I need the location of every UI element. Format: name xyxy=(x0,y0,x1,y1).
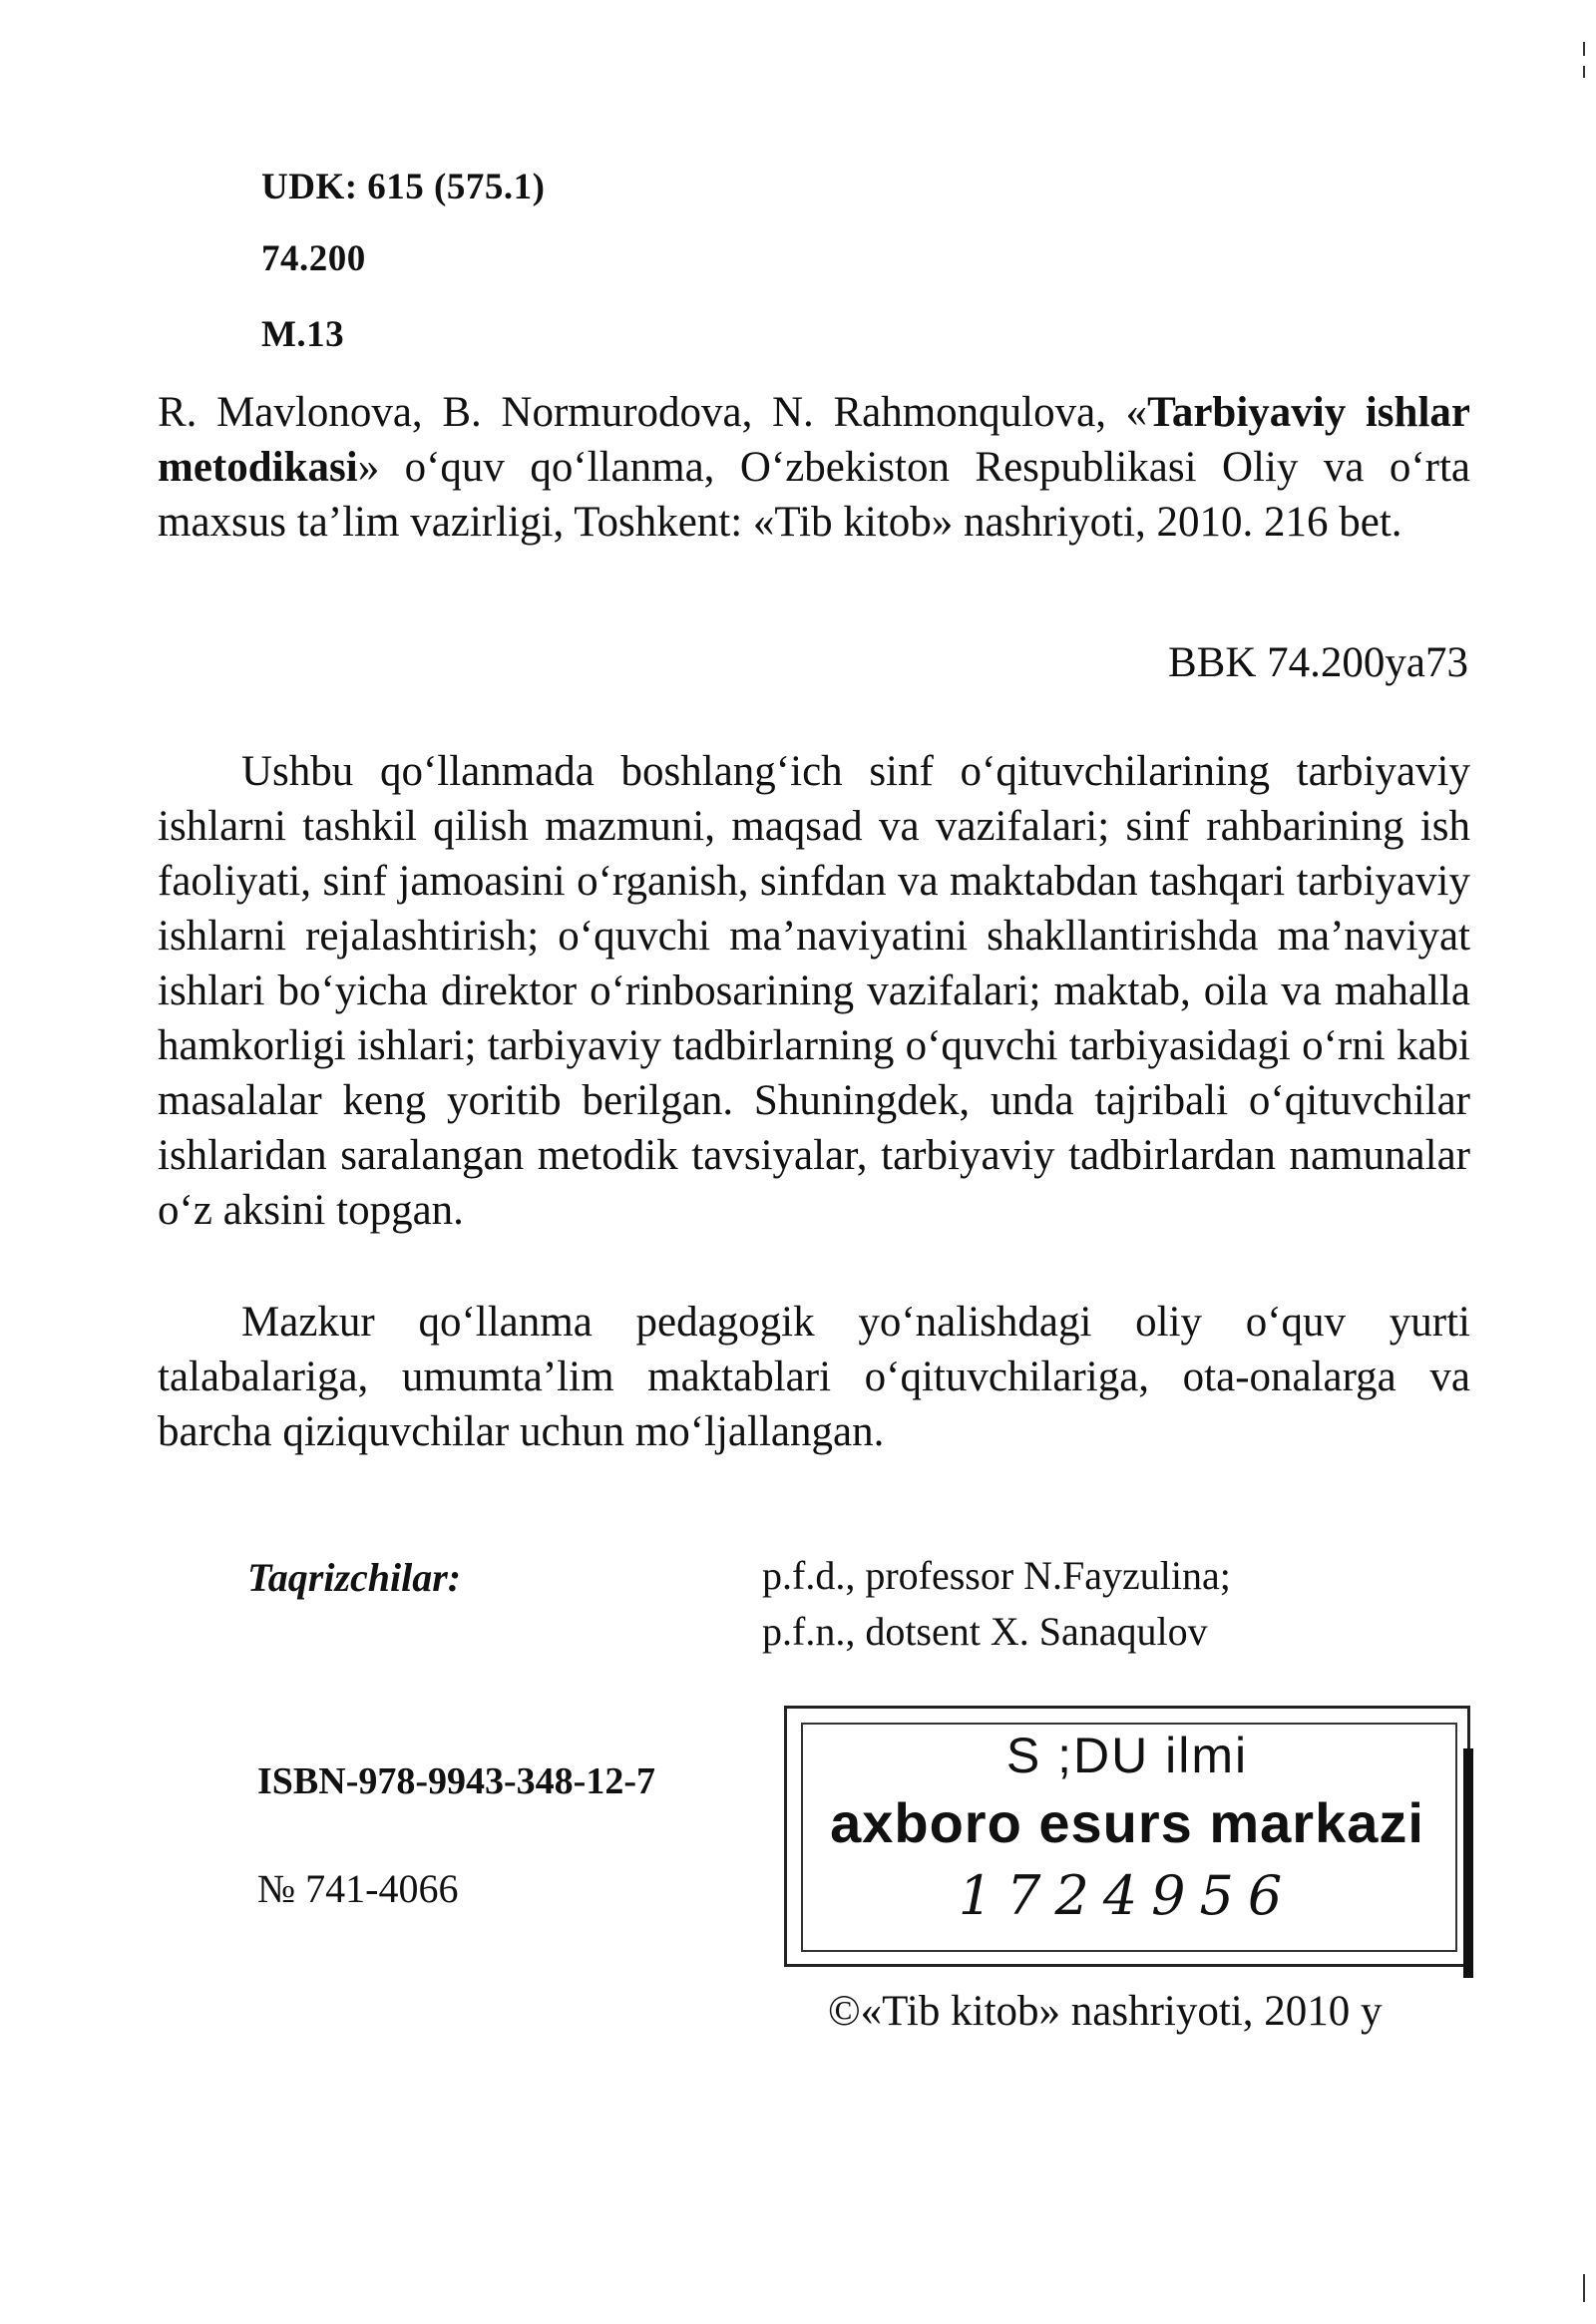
bibliography-rest: » o‘quv qo‘llanma, O‘zbekiston Respublikasi Oliy va o‘rta maxsus ta’lim vazirligi, Toshkent: «Tib kitob» nashriyoti, 2010. 216 bet. xyxy=(158,444,1470,546)
classification-code: 74.200 xyxy=(261,238,366,279)
registration-number: № 741-4066 xyxy=(257,1866,459,1911)
bibliography-title: Tarbiyaviy ishlar metodikasi xyxy=(158,389,1470,491)
isbn: ISBN-978-9943-348-12-7 xyxy=(257,1760,655,1802)
bibliography-authors: R. Mavlonova, B. Normurodova, N. Rahmonqulova, « xyxy=(158,389,1148,436)
stamp-edge-bar xyxy=(1463,1748,1473,1978)
scan-mark-top xyxy=(1583,42,1585,56)
author-mark: M.13 xyxy=(261,314,345,355)
bbk-code: BBK 74.200ya73 xyxy=(1168,639,1468,686)
annotation-paragraph-1: Ushbu qo‘llanmada boshlang‘ich sinf o‘qituvchilarining tarbiyaviy ishlarni tashkil qilish mazmuni, maqsad va vazifalari; sinf rahbarining ish faoliyati, sinf jamoasini o‘rganish, sinfdan va maktabdan tashqari tarbiyaviy ishlarni rejalashtirish; o‘quvchi ma’naviyatini shakllantirishda ma’naviyat ishlari bo‘yicha direktor o‘rinbosarining vazifalari; maktab, oila va mahalla hamkorligi ishlari; tarbiyaviy tadbirlarning o‘quvchi tarbiyasidagi o‘rni kabi masalalar keng yoritib berilgan. Shuningdek, unda tajribali o‘qituvchilar ishlaridan saralangan metodik tavsiyalar, tarbiyaviy tadbirlardan namunalar o‘z aksini topgan. xyxy=(158,748,1470,1234)
scan-mark-top-2 xyxy=(1583,66,1585,78)
annotation-paragraph-2: Mazkur qo‘llanma pedagogik yo‘nalishdagi oliy o‘quv yurti talabalariga, umumta’lim maktablari o‘qituvchilariga, ota-onalarga va barcha qiziquvchilar uchun mo‘ljallangan. xyxy=(158,1299,1470,1455)
stamp-line-1: S ;DU ilmi xyxy=(1005,1728,1249,1783)
library-stamp xyxy=(784,1706,1470,1967)
reviewer-1: p.f.d., professor N.Fayzulina; xyxy=(762,1553,1231,1598)
reviewer-2: p.f.n., dotsent X. Sanaqulov xyxy=(762,1609,1208,1654)
scan-mark-bottom xyxy=(1583,2274,1585,2302)
copyright-line: ©«Tib kitob» nashriyoti, 2010 y xyxy=(828,1988,1383,2035)
bibliographic-entry xyxy=(158,385,1470,550)
udk-code: UDK: 615 (575.1) xyxy=(261,167,546,207)
reviewers-label: Taqrizchilar: xyxy=(247,1555,462,1600)
stamp-line-2: axboro esurs markazi xyxy=(830,1791,1424,1854)
stamp-inventory-number: 1724956 xyxy=(958,1864,1297,1927)
